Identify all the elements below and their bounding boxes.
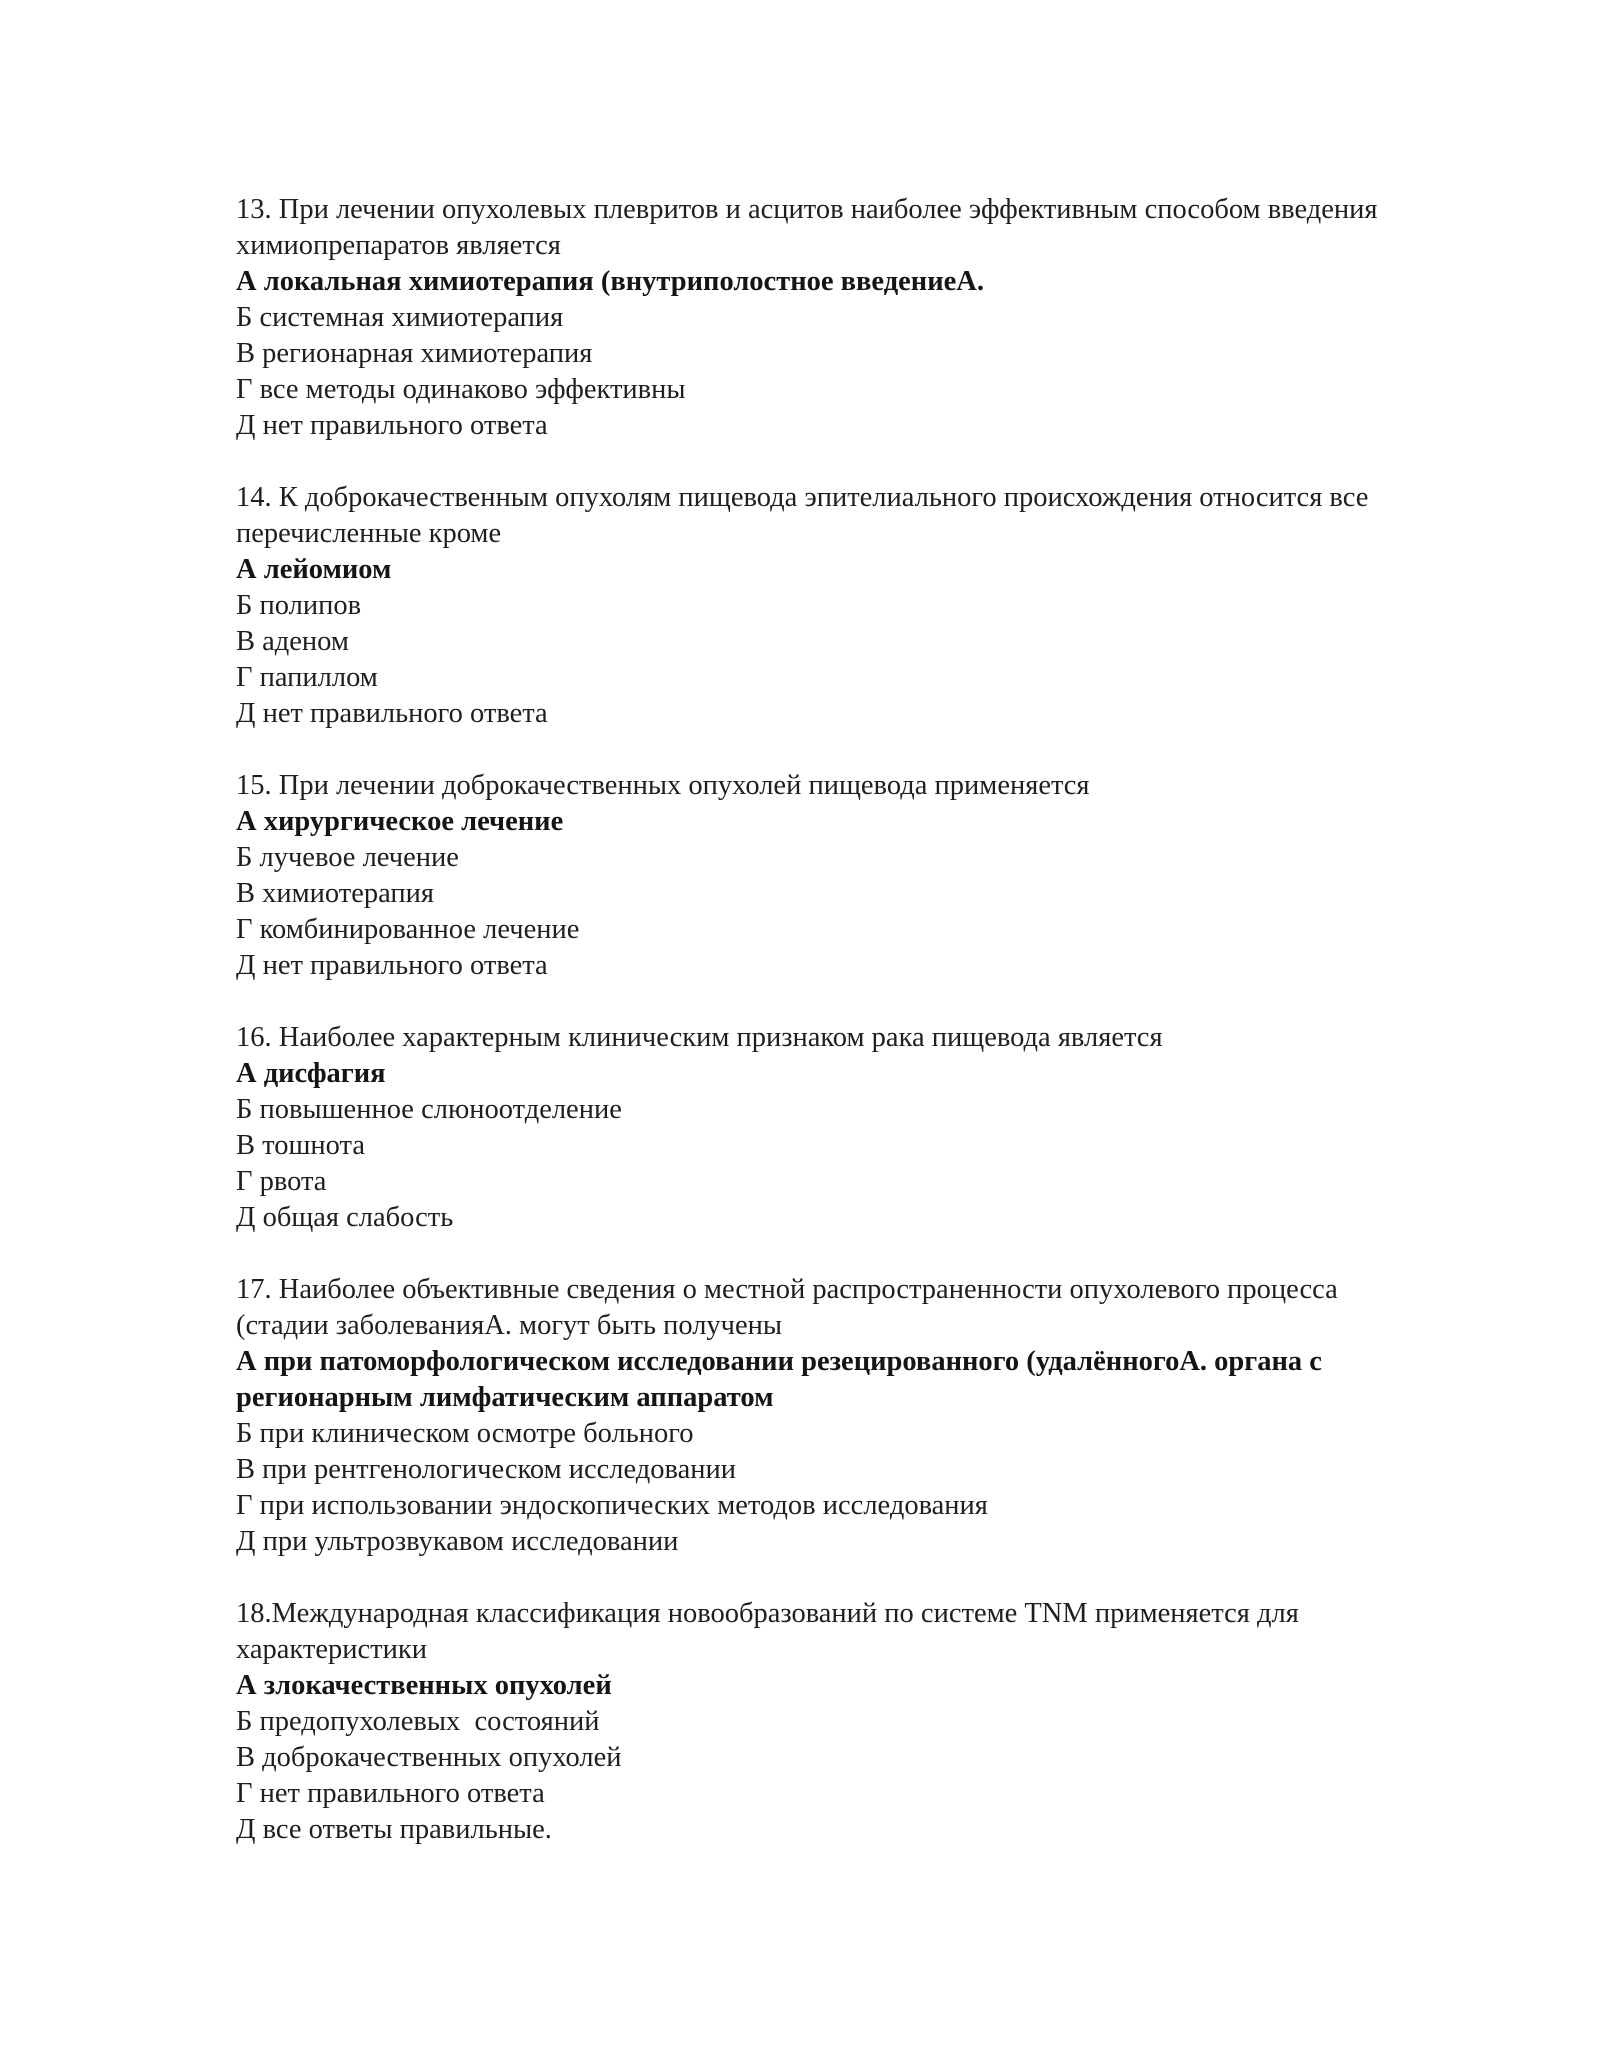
answer-option: В аденом [236,626,349,657]
answer-option: Д нет правильного ответа [236,950,548,981]
answer-option: Б при клиническом осмотре больного [236,1418,694,1449]
answer-option: Д все ответы правильные. [236,1814,552,1845]
answer-option: Г все методы одинаково эффективны [236,374,686,405]
answer-option: Г комбинированное лечение [236,914,580,945]
answer-option-correct: А злокачественных опухолей [236,1670,612,1701]
answer-option: Г папиллом [236,662,378,693]
answer-option: В доброкачественных опухолей [236,1742,622,1773]
answer-option: Д нет правильного ответа [236,410,548,441]
answer-option: Г нет правильного ответа [236,1778,545,1809]
question-14 [236,480,1416,732]
question-17 [236,1272,1416,1560]
answer-option: Б предопухолевых состояний [236,1706,600,1737]
answer-option-correct: А локальная химиотерапия (внутриполостное введениеА. [236,266,984,297]
document-page [236,192,1416,1884]
question-text: 15. При лечении доброкачественных опухолей пищевода применяется [236,770,1090,801]
answer-option: Г при использовании эндоскопических методов исследования [236,1490,988,1521]
question-text: 14. К доброкачественным опухолям пищевода эпителиального происхождения относится все перечисленные кроме [236,482,1376,549]
answer-option: Б повышенное слюноотделение [236,1094,622,1125]
question-15 [236,768,1416,984]
answer-option: В регионарная химиотерапия [236,338,593,369]
answer-option: Г рвота [236,1166,327,1197]
answer-option: В при рентгенологическом исследовании [236,1454,737,1485]
answer-option-correct: А при патоморфологическом исследовании резецированного (удалённогоА. органа с регионарным лимфатическим аппаратом [236,1346,1330,1413]
answer-option-correct: А дисфагия [236,1058,386,1089]
question-16 [236,1020,1416,1236]
answer-option: В химиотерапия [236,878,435,909]
question-text: 18.Международная классификация новообразований по системе TNM применяется для характеристики [236,1598,1306,1665]
question-text: 17. Наиболее объективные сведения о местной распространенности опухолевого процесса (стадии заболеванияА. могут быть получены [236,1274,1345,1341]
answer-option: Б лучевое лечение [236,842,459,873]
question-13 [236,192,1416,444]
answer-option: В тошнота [236,1130,365,1161]
answer-option-correct: А хирургическое лечение [236,806,564,837]
answer-option: Б полипов [236,590,362,621]
answer-option: Д нет правильного ответа [236,698,548,729]
question-text: 13. При лечении опухолевых плевритов и асцитов наиболее эффективным способом введения химиопрепаратов является [236,194,1385,261]
question-text: 16. Наиболее характерным клиническим признаком рака пищевода является [236,1022,1163,1053]
answer-option: Д при ультрозвукавом исследовании [236,1526,679,1557]
answer-option: Д общая слабость [236,1202,454,1233]
answer-option-correct: А лейомиом [236,554,392,585]
question-18 [236,1596,1416,1848]
answer-option: Б системная химиотерапия [236,302,564,333]
